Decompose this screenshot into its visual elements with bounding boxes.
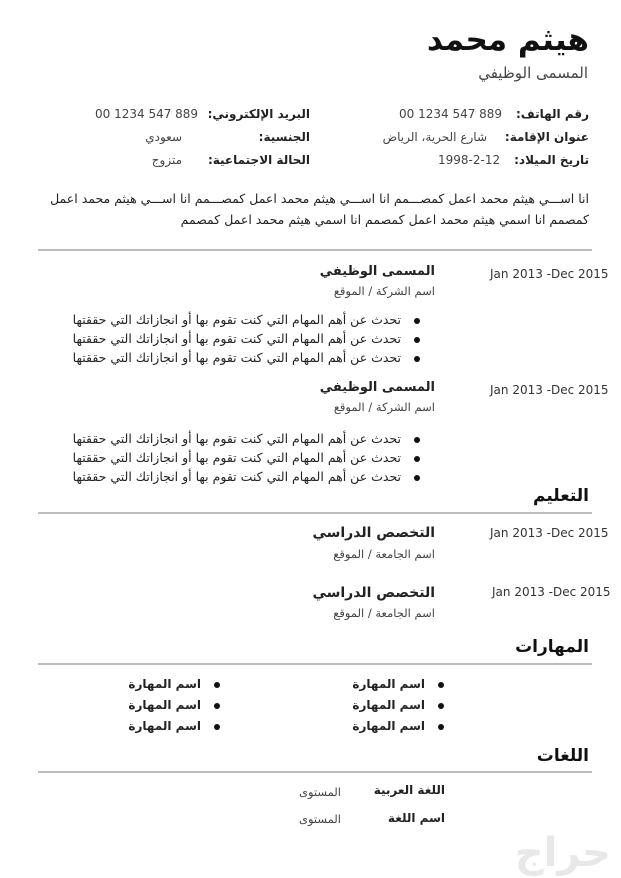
marital-value: متزوج: [151, 153, 182, 167]
bullet-icon: [214, 682, 220, 688]
experience-title: المسمى الوظيفي: [319, 264, 435, 279]
skills-heading: المهارات: [515, 637, 589, 657]
education-date: Jan 2013 -Dec 2015: [492, 585, 611, 599]
birth-value: 1998-2-12: [438, 153, 501, 167]
divider: [38, 663, 592, 665]
skill-item: اسم المهارة: [128, 719, 220, 733]
divider: [38, 771, 592, 773]
skill-item: اسم المهارة: [352, 698, 444, 712]
experience-bullet: تحدث عن أهم المهام التي كنت تقوم بها أو انجازاتك التي حققتها: [73, 312, 420, 327]
education-university: اسم الجامعة / الموقع: [333, 547, 435, 561]
bio-line: انا اســـي هيثم محمد اعمل كمصـــمم انا اســـي هيثم محمد اعمل كمصـــمم انا اســـي هيثم محمد اعمل: [50, 191, 589, 206]
bullet-icon: [414, 356, 420, 362]
candidate-name: هيثم محمد: [426, 22, 589, 58]
education-major: التخصص الدراسي: [312, 525, 435, 541]
skill-item: اسم المهارة: [352, 677, 444, 691]
education-date: Jan 2013 -Dec 2015: [490, 526, 609, 540]
marital-label: الحالة الاجتماعية:: [207, 153, 310, 167]
birth-label: تاريخ الميلاد:: [514, 153, 589, 167]
experience-date: Jan 2013 -Dec 2015: [490, 267, 609, 281]
language-level: المستوى: [298, 812, 341, 826]
skill-item: اسم المهارة: [128, 698, 220, 712]
experience-bullet: تحدث عن أهم المهام التي كنت تقوم بها أو انجازاتك التي حققتها: [73, 431, 420, 446]
skill-item: اسم المهارة: [128, 677, 220, 691]
languages-heading: اللغات: [536, 746, 589, 766]
bullet-icon: [214, 724, 220, 730]
experience-title: المسمى الوظيفي: [319, 380, 435, 395]
nationality-label: الجنسية:: [258, 130, 310, 144]
email-value: 00 1234 547 889: [95, 107, 199, 121]
watermark-logo: حراج: [514, 830, 611, 876]
job-title: المسمى الوظيفي: [478, 64, 588, 82]
bullet-icon: [438, 724, 444, 730]
experience-date: Jan 2013 -Dec 2015: [490, 383, 609, 397]
education-heading: التعليم: [533, 486, 589, 506]
education-major: التخصص الدراسي: [312, 585, 435, 601]
email-label: البريد الإلكتروني:: [207, 107, 310, 121]
bullet-icon: [414, 437, 420, 443]
bullet-icon: [414, 337, 420, 343]
address-label: عنوان الإقامة:: [504, 130, 589, 144]
bio-line: كمصمم انا اسمي هيثم محمد اعمل كمصمم انا اسمي هيثم محمد اعمل كمصمم: [180, 212, 589, 227]
experience-bullet: تحدث عن أهم المهام التي كنت تقوم بها أو انجازاتك التي حققتها: [73, 469, 420, 484]
bullet-icon: [438, 703, 444, 709]
language-name: اسم اللغة: [387, 811, 445, 825]
bio-paragraph: [33, 188, 589, 230]
experience-company: اسم الشركة / الموقع: [333, 284, 435, 298]
bullet-icon: [414, 456, 420, 462]
nationality-value: سعودي: [145, 130, 182, 144]
phone-value: 00 1234 547 889: [399, 107, 503, 121]
experience-bullet: تحدث عن أهم المهام التي كنت تقوم بها أو انجازاتك التي حققتها: [73, 350, 420, 365]
address-value: شارع الحرية، الرياض: [382, 130, 487, 144]
bullet-icon: [438, 682, 444, 688]
experience-bullet: تحدث عن أهم المهام التي كنت تقوم بها أو انجازاتك التي حققتها: [73, 331, 420, 346]
phone-label: رقم الهاتف:: [516, 107, 589, 121]
divider: [38, 512, 592, 514]
bullet-icon: [414, 318, 420, 324]
bullet-icon: [214, 703, 220, 709]
experience-bullet: تحدث عن أهم المهام التي كنت تقوم بها أو انجازاتك التي حققتها: [73, 450, 420, 465]
divider: [38, 249, 592, 251]
language-level: المستوى: [298, 785, 341, 799]
education-university: اسم الجامعة / الموقع: [333, 606, 435, 620]
bullet-icon: [414, 475, 420, 481]
language-name: اللغة العربية: [373, 783, 445, 797]
skill-item: اسم المهارة: [352, 719, 444, 733]
experience-company: اسم الشركة / الموقع: [333, 400, 435, 414]
